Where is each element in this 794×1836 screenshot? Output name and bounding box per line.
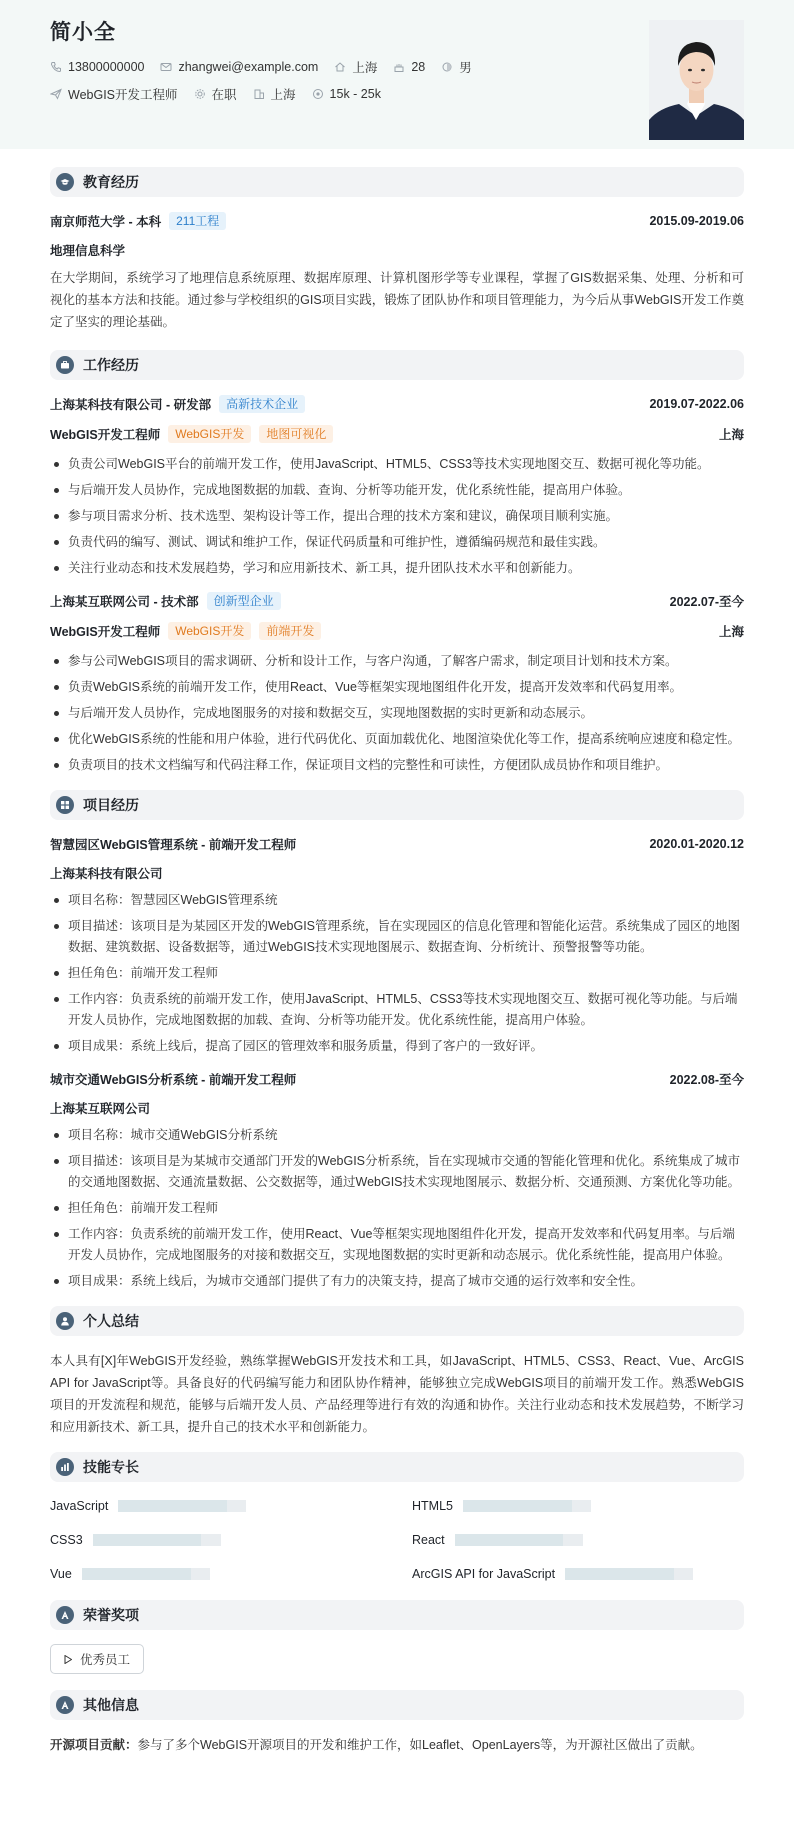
project-entry-head: [50, 1069, 744, 1089]
project-date: 2020.01-2020.12: [649, 837, 744, 851]
briefcase-icon: [56, 356, 74, 374]
projects-section: [50, 790, 744, 1292]
list-item: 工作内容：负责系统的前端开发工作，使用JavaScript、HTML5、CSS3等技术实现地图交互、数据可视化等功能。与后端开发人员协作，完成地图数据的加载、查询、分析等功能开发。优化系统性能，提高用户体验。: [50, 989, 744, 1031]
gender-item: [441, 58, 472, 76]
skill-level-fill: [118, 1500, 227, 1512]
grid-icon: [56, 796, 74, 814]
skill-name: Vue: [50, 1567, 72, 1581]
list-item: 参与项目需求分析、技术选型、架构设计等工作，提出合理的技术方案和建议，确保项目顺利实施。: [50, 506, 744, 527]
work-title-bar: [50, 350, 744, 380]
skill-level-bar: [93, 1534, 221, 1546]
duty-list: [50, 454, 744, 579]
job-position: WebGIS开发工程师: [50, 428, 161, 442]
skill-name: HTML5: [412, 1499, 453, 1513]
phone-item: [50, 60, 144, 74]
job-date: 2019.07-2022.06: [649, 397, 744, 411]
award-badge: [50, 1644, 144, 1674]
skill-name: JavaScript: [50, 1499, 109, 1513]
section-heading: 工作经历: [83, 357, 139, 373]
skill-level-fill: [82, 1568, 191, 1580]
email-icon: [160, 61, 172, 73]
list-item: 工作内容：负责系统的前端开发工作，使用React、Vue等框架实现地图组件化开发，提高开发效率和代码复用率。与后端开发人员协作，完成地图服务的对接和数据交互，实现地图数据的实时更新和动态展示。优化系统性能，提高用户体验。: [50, 1224, 744, 1266]
summary-title-bar: [50, 1306, 744, 1336]
skill-item: [50, 1530, 382, 1550]
school-name: 南京师范大学 - 本科: [50, 215, 162, 229]
hometown-item: [334, 58, 377, 76]
skill-level-fill: [565, 1568, 674, 1580]
education-date: 2015.09-2019.06: [649, 214, 744, 228]
list-item: 与后端开发人员协作，完成地图数据的加载、查询、分析等功能开发，优化系统性能，提高用户体验。: [50, 480, 744, 501]
section-heading: 荣誉奖项: [83, 1607, 139, 1623]
email-text: zhangwei@example.com: [178, 60, 319, 74]
job-entry-head: [50, 591, 744, 611]
candidate-name: 简小全: [50, 21, 116, 44]
home-icon: [334, 61, 346, 73]
duty-list: [50, 651, 744, 776]
list-item: 担任角色：前端开发工程师: [50, 963, 744, 984]
job-entry-head: [50, 394, 744, 414]
project-company: 上海某科技有限公司: [50, 867, 163, 881]
project-entry: [50, 1069, 744, 1292]
list-item: 参与公司WebGIS项目的需求调研、分析和设计工作，与客户沟通，了解客户需求，制定项目计划和技术方案。: [50, 651, 744, 672]
skill-tag: WebGIS开发: [168, 622, 251, 640]
list-item: 优化WebGIS系统的性能和用户体验，进行代码优化、页面加载优化、地图渲染优化等工作，提高系统响应速度和稳定性。: [50, 729, 744, 750]
skill-tag: 前端开发: [259, 622, 321, 640]
age-item: [393, 60, 425, 74]
skill-tag: 地图可视化: [259, 425, 333, 443]
project-detail-list: [50, 890, 744, 1057]
target-job-item: [50, 85, 178, 103]
skill-name: ArcGIS API for JavaScript: [412, 1567, 556, 1581]
list-item: 负责公司WebGIS平台的前端开发工作，使用JavaScript、HTML5、CSS3等技术实现地图交互、数据可视化等功能。: [50, 454, 744, 475]
list-item: 担任角色：前端开发工程师: [50, 1198, 744, 1219]
job-city: 上海: [718, 428, 744, 442]
education-entry-head: [50, 211, 744, 231]
education-description: 在大学期间，系统学习了地理信息系统原理、数据库原理、计算机图形学等专业课程，掌握了GIS数据采集、处理、分析和可视化的基本方法和技能。通过参与学校组织的GIS项目实践，锻炼了团队协作和项目管理能力，为今后从事WebGIS开发工作奠定了坚实的理论基础。: [50, 271, 744, 329]
education-section: [50, 167, 744, 333]
resume-header: [0, 0, 794, 149]
skill-item: [50, 1496, 382, 1516]
skill-item: [412, 1564, 744, 1584]
resume-body: [0, 149, 794, 1756]
other-info-text: 参与了多个WebGIS开源项目的开发和维护工作，如Leaflet、OpenLayers等，为开源社区做出了贡献。: [137, 1738, 703, 1752]
section-heading: 其他信息: [83, 1697, 139, 1713]
work-section: [50, 350, 744, 776]
profile-photo-icon: [649, 20, 744, 140]
skill-tag: WebGIS开发: [168, 425, 251, 443]
other-info: [50, 1734, 744, 1756]
status-item: [194, 85, 237, 103]
skill-level-bar: [455, 1534, 583, 1546]
other-section: [50, 1690, 744, 1756]
project-company: 上海某互联网公司: [50, 1102, 151, 1116]
project-name: 智慧园区WebGIS管理系统 - 前端开发工程师: [50, 838, 297, 852]
job-entry: [50, 394, 744, 579]
list-item: 项目描述：该项目是为某园区开发的WebGIS管理系统，旨在实现园区的信息化管理和智能化运营。系统集成了园区的地图数据、建筑数据、设备数据等，通过WebGIS技术实现地图展示、数据查询、分析统计、预警报警等功能。: [50, 916, 744, 958]
section-heading: 技能专长: [83, 1459, 139, 1475]
list-item: 项目成果：系统上线后，提高了园区的管理效率和服务质量，得到了客户的一致好评。: [50, 1036, 744, 1057]
list-item: 与后端开发人员协作，完成地图服务的对接和数据交互，实现地图数据的实时更新和动态展示。: [50, 703, 744, 724]
education-title-bar: [50, 167, 744, 197]
skills-section: [50, 1452, 744, 1584]
person-icon: [56, 1312, 74, 1330]
graduation-cap-icon: [56, 173, 74, 191]
list-item: 负责WebGIS系统的前端开发工作，使用React、Vue等框架实现地图组件化开发，提高开发效率和代码复用率。: [50, 677, 744, 698]
section-heading: 教育经历: [83, 174, 139, 190]
company-tag: 创新型企业: [207, 592, 281, 610]
list-item: 项目成果：系统上线后，为城市交通部门提供了有力的决策支持，提高了城市交通的运行效率和安全性。: [50, 1271, 744, 1292]
email-item: [160, 60, 318, 74]
job-city: 上海: [718, 625, 744, 639]
info-icon: [56, 1696, 74, 1714]
company-name: 上海某互联网公司 - 技术部: [50, 595, 199, 609]
send-icon: [50, 88, 62, 100]
school-tag: 211工程: [169, 212, 226, 230]
gender-icon: [441, 61, 453, 73]
list-item: 项目名称：城市交通WebGIS分析系统: [50, 1125, 744, 1146]
target-job-text: WebGIS开发工程师: [68, 88, 178, 102]
list-item: 关注行业动态和技术发展趋势，学习和应用新技术、新工具，提升团队技术水平和创新能力。: [50, 558, 744, 579]
gear-icon: [194, 88, 206, 100]
skill-level-bar: [82, 1568, 210, 1580]
salary-item: [312, 87, 381, 101]
gender-text: 男: [459, 61, 472, 75]
age-text: 28: [411, 60, 426, 74]
project-entry-head: [50, 834, 744, 854]
building-icon: [253, 88, 265, 100]
skills-title-bar: [50, 1452, 744, 1482]
list-item: 项目描述：该项目是为某城市交通部门开发的WebGIS分析系统，旨在实现城市交通的智能化管理和优化。系统集成了城市的交通地图数据、交通流量数据、公交数据等，通过WebGIS技术实现地图展示、数据分析、交通预测、方案优化等功能。: [50, 1151, 744, 1193]
project-name: 城市交通WebGIS分析系统 - 前端开发工程师: [50, 1073, 297, 1087]
projects-title-bar: [50, 790, 744, 820]
section-heading: 项目经历: [83, 797, 139, 813]
target-city-text: 上海: [270, 88, 296, 102]
coin-icon: [312, 88, 324, 100]
skill-level-bar: [463, 1500, 591, 1512]
section-heading: 个人总结: [83, 1313, 139, 1329]
phone-icon: [50, 61, 62, 73]
skill-level-fill: [93, 1534, 202, 1546]
project-entry: [50, 834, 744, 1057]
job-entry: [50, 591, 744, 776]
phone-text: 13800000000: [68, 60, 145, 74]
skill-name: CSS3: [50, 1533, 83, 1547]
skill-name: React: [412, 1533, 445, 1547]
company-name: 上海某科技有限公司 - 研发部: [50, 398, 212, 412]
project-detail-list: [50, 1125, 744, 1292]
hometown-text: 上海: [352, 61, 378, 75]
summary-section: [50, 1306, 744, 1438]
skill-level-bar: [565, 1568, 693, 1580]
job-position-row: [50, 621, 744, 641]
skill-level-fill: [455, 1534, 564, 1546]
status-text: 在职: [211, 88, 237, 102]
project-date: 2022.08-至今: [669, 1073, 744, 1087]
play-icon: [64, 1655, 72, 1664]
major-name: 地理信息科学: [50, 244, 126, 258]
skill-level-bar: [118, 1500, 246, 1512]
company-tag: 高新技术企业: [219, 395, 305, 413]
cake-icon: [393, 61, 405, 73]
honors-section: [50, 1600, 744, 1674]
avatar: [649, 20, 744, 140]
award-icon: [56, 1606, 74, 1624]
skill-item: [412, 1496, 744, 1516]
other-title-bar: [50, 1690, 744, 1720]
skills-grid: [50, 1496, 744, 1584]
honors-title-bar: [50, 1600, 744, 1630]
summary-text: 本人具有[X]年WebGIS开发经验，熟练掌握WebGIS开发技术和工具，如JavaScript、HTML5、CSS3、React、Vue、ArcGIS API for JavaScript等。具备良好的代码编写能力和团队协作精神，能够独立完成WebGIS项目的前端开发工作。熟悉WebGIS项目的开发流程和规范，能够与后端开发人员、产品经理等进行有效的沟通和协作。关注行业动态和技术发展趋势，不断学习和应用新技术、新工具，提升自己的技术水平和创新能力。: [50, 1354, 744, 1434]
award-name: 优秀员工: [80, 1653, 131, 1667]
list-item: 项目名称：智慧园区WebGIS管理系统: [50, 890, 744, 911]
other-info-label: 开源项目贡献：: [50, 1738, 138, 1752]
skill-level-fill: [463, 1500, 572, 1512]
list-item: 负责项目的技术文档编写和代码注释工作，保证项目文档的完整性和可读性，方便团队成员协作和项目维护。: [50, 755, 744, 776]
target-city-item: [253, 85, 296, 103]
contact-row: [50, 56, 744, 78]
list-item: 负责代码的编写、测试、调试和维护工作，保证代码质量和可维护性，遵循编码规范和最佳实践。: [50, 532, 744, 553]
skill-item: [50, 1564, 382, 1584]
bar-chart-icon: [56, 1458, 74, 1476]
skill-item: [412, 1530, 744, 1550]
salary-text: 15k - 25k: [329, 87, 381, 101]
job-position: WebGIS开发工程师: [50, 625, 161, 639]
job-position-row: [50, 424, 744, 444]
job-intent-row: [50, 83, 744, 105]
job-date: 2022.07-至今: [669, 595, 744, 609]
